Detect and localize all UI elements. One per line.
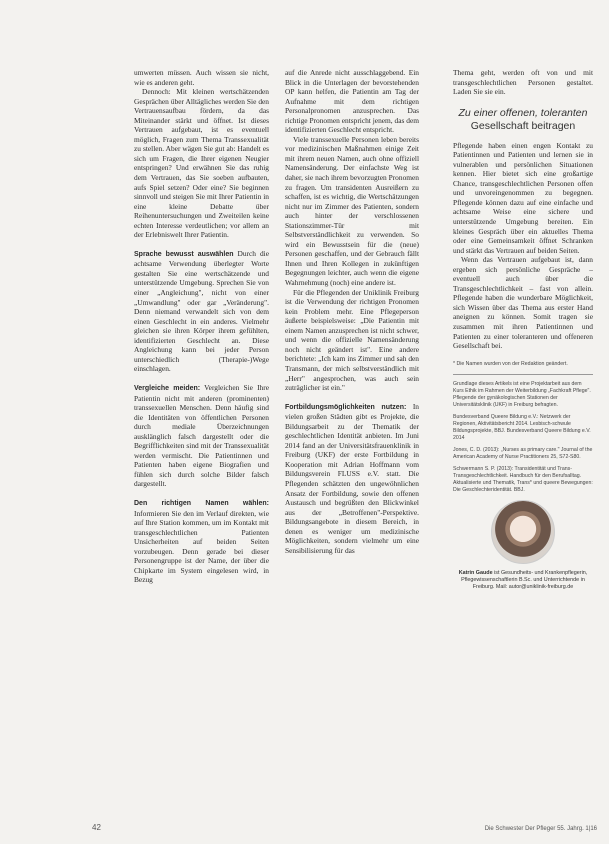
references bbox=[453, 381, 593, 494]
runin-heading: Sprache bewusst auswählen bbox=[134, 250, 234, 258]
paragraph: auf die Anrede nicht ausschlaggebend. Ein Blick in die Unterlagen der bevorstehenden OP kann helfen, die Patientin am Tag der Aufnahme mit dem richtigen Personalpronomen anzusprechen. Das richtige Pronomen entspricht jenem, das dem identifizierten Geschlecht entspricht. bbox=[285, 68, 419, 135]
footnote bbox=[453, 361, 593, 368]
column-1 bbox=[134, 68, 269, 585]
divider bbox=[453, 374, 593, 375]
column-2 bbox=[285, 68, 419, 555]
paragraph-section bbox=[134, 383, 269, 489]
paragraph: Dennoch: Mit kleinen wertschätzenden Gesprächen über Alltägliches werden Sie den Vertrauensaufbau fördern, da das Miteinander stärkt und öffnet. Ist dieses Vertrauen aufgebaut, ist es eventuell möglich, Fragen zum Thema Transsexualität zu stellen. Aber wägen Sie gut ab: Handelt es sich um Fragen, die Ihrer eigenen Neugier entspringen? Und erwähnen Sie das ruhig dem Vertrauen, das Sie soeben aufbauten, aufs Spiel setzen? Oder eine? Sie beginnen sinnvoll und steigen Sie mit Ihrer Patientin in eine kleine Debatte über Reihenuntersuchungen und Zweiteilen keine echten Interesse verdeutlichen; vor allem an der Erlebniswelt Ihrer Patientin. bbox=[134, 87, 269, 240]
paragraph: Wenn das Vertrauen aufgebaut ist, dann ergeben sich persönliche Gespräche – eventuell auch über die Transgeschlechtlichkeit – fast von allein. Pflegende haben die wunderbare Möglichkeit, sich Wissen über das Thema aus erster Hand aneignen zu können. Somit tragen sie zusammen mit ihren Patientinnen und Patienten zu einer toleranteren und offeneren Gesellschaft bei. bbox=[453, 255, 593, 351]
section-text: Informieren Sie den im Verlauf direkten, wie auf Ihre Station kommen, um im Kontakt mit transgeschlechtlichen Patienten Unsicherheiten auf beiden Seiten vorzubeugen. Denn gerade bei dieser Personengruppe ist der Name, der über die Chipkarte im System eingelesen wird, in Bezug bbox=[134, 508, 269, 585]
runin-heading: Fortbildungsmöglichkeiten nutzen: bbox=[285, 403, 407, 411]
section-heading-line-1: Zu einer offenen, toleranten bbox=[458, 106, 588, 119]
section-heading bbox=[453, 107, 593, 133]
paragraph: Pflegende haben einen engen Kontakt zu Patientinnen und Patienten und lernen sie in vulnerablen und persönlichen Situationen kennen. Hier bietet sich eine großartige Chance, transgeschlechtlichen Personen offen und unvoreingenommen zu begegnen. Pflegende können dazu auf eine einfache und achtsame Weise eine sichere und unterstützende Umgebung bereiten. Ein kleines Gespräch über ein aktuelles Thema oder eine Gemeinsamkeit öffnet Schranken und stärkt das Vertrauen auf beiden Seiten. bbox=[453, 140, 593, 255]
footnote-text: * Die Namen wurden von der Redaktion geändert. bbox=[453, 360, 568, 367]
author-photo bbox=[491, 500, 555, 564]
paragraph: Thema geht, werden oft von und mit transgeschlechtlichen Personen gestaltet. Laden Sie sie ein. bbox=[453, 68, 593, 97]
author-caption bbox=[453, 570, 593, 592]
author-bio: ist Gesundheits- und Krankenpflegerin, Pflegewissenschaftlerin B.Sc. und Unterrichtende in Freiburg. Mail: autor@uniklinik-freiburg.de bbox=[461, 569, 588, 591]
paragraph-section bbox=[134, 498, 269, 585]
reference-item: Jones, C. D. (2013): „Nurses as primary care." Journal of the American Academy of Nurse Practitioners 25, S72-S80. bbox=[453, 446, 593, 460]
runin-heading: Vergleiche meiden: bbox=[134, 384, 201, 392]
paragraph-section bbox=[134, 249, 269, 374]
paragraph-section bbox=[285, 402, 419, 556]
reference-item: Bundesverband Queere Bildung e.V.: Netzwerk der Regionen, Aktivitätsbericht 2014. Lesbisch-schwule Bildungsprojekte, BBJ. Bundesverband Queere Bildung e.V. 2014 bbox=[453, 413, 591, 441]
paragraph: Für die Pflegenden der Uniklinik Freiburg ist die Verwendung der richtigen Pronomen kein Problem mehr. Eine Pflegeperson äußerte beispielsweise: „Die Patientin mit einem Namen anzusprechen ist nicht schwer, und wenn die offizielle Namensänderung noch nicht geändert ist". Eine andere berichtete: „Ich kam ins Zimmer und sah den Transmann, der mich selbstverständlich mit „Herr" angesprochen, was auch sein zuträglicher ist ein." bbox=[285, 287, 419, 393]
column-3 bbox=[453, 68, 593, 591]
section-heading-line-2: Gesellschaft beitragen bbox=[470, 119, 576, 132]
page-number: 42 bbox=[92, 823, 101, 832]
section-text: In vielen großen Städten gibt es Projekte, die Bildungsarbeit zu der Thematik der geschlechtlichen Identität anbieten. Im Juni 2014 fand an der Universitätsfrauenklinik in Freiburg (UKF) der erste Fortbildung in Kooperation mit Adrian Hoffmann vom Bildungsverein FLUSS e.V. statt. Die Pflegenden schätzten den ungewöhnlichen Ansatz der Fortbildung, sowie den offenen Austausch und begrüßten den Blickwinkel aus der „Betroffenen"-Perspektive. Bildungsangebote in diesem Bereich, in denen es weniger um medizinische Möglichkeiten, sondern vielmehr um eine Sensibilisierung für das bbox=[285, 401, 419, 555]
journal-footer: Die Schwester Der Pfleger 55. Jahrg. 1|16 bbox=[484, 826, 597, 832]
paragraph: Viele transsexuelle Personen leben bereits vor medizinischen Maßnahmen einige Zeit mit ihrem neuen Namen, auch ohne offiziell Namensänderung. Der einfachste Weg ist daher, sie nach ihrem bevorzugten Pronomen zu fragen. Um transidenten Ausreißern zu schaffen, ist es wichtig, die Wertschätzungen nicht nur im Zimmer des Patienten, sondern auch hinter der verschlossenen Stationszimmer-Tür mit Selbstverständlichkeit zu verwenden. So wird ein Bewusstsein für die (neue) Personen geschaffen, und der Gebrauch fällt Ihnen und Ihren Kollegen in zukünftigen Begegnungen leichter, auch wenn die eigene Wahrnehmung (noch) eine andere ist. bbox=[285, 134, 419, 288]
reference-item: Schwermann S. P. (2013): Transidentität und Trans-Transgeschlechtlichkeit. Handbuch für den Berufsalltag. Aktualisierte und Thematik, Trans* und queere Bewegungen: Die Geschlechteridentität. BBJ. bbox=[453, 465, 593, 493]
runin-heading: Den richtigen Namen wählen: bbox=[134, 499, 269, 507]
author-name: Katrin Gaude bbox=[458, 569, 493, 576]
section-text: Durch die achtsame Verwendung überlegter Worte gestalten Sie eine wertschätzende und unterstützende Umgebung. Sprechen Sie von einer „Angleichung", nicht von einer „Umwandlung" oder gar „Veränderung". Denn niemand verwandelt sich von dem einen Geschlecht in ein anderes. Vielmehr gleichen sie ihren Körper ihrem gefühlten, identifizierten Geschlecht an. Diese Angleichung kann bei jeder Person unterschiedlich (Therapie-)Wege einschlagen. bbox=[134, 248, 269, 374]
reference-item: Grundlage dieses Artikels ist eine Projektarbeit aus dem Kurs Ethik im Rahmen der Weiterbildung „Fachkraft Pflege". Pflegende der gynäkologischen Stationen der Universitätsklinik (UKF) in Freiburg befragten. bbox=[453, 380, 591, 408]
paragraph: umwerten müssen. Auch wissen sie nicht, wie es anderen geht. bbox=[134, 68, 269, 87]
section-text: Vergleichen Sie Ihre Patientin nicht mit anderen (prominenten) transsexuellen Menschen. Denn häufig sind die Identitäten von öffentlichen Personen durch mediale Überzeichnungen ausklänglich falsch dargestellt oder die Begrifflichkeiten sind mit der Transsexualität werden vermischt. Die Patientinnen und Patienten haben eigene Biografien und fühlen sich durch solche Bilder falsch dargestellt. bbox=[134, 382, 269, 489]
